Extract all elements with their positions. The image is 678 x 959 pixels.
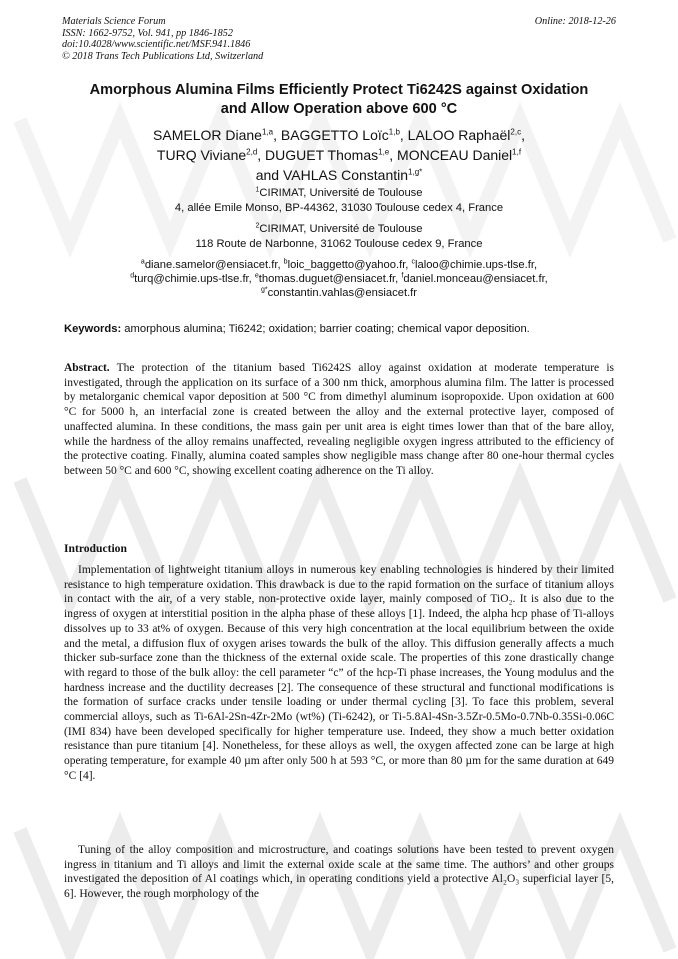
author-name: , MONCEAU Daniel: [389, 147, 513, 163]
affiliation-sup: 1: [255, 186, 260, 194]
author-affil-sup: 2,d: [246, 147, 258, 157]
keywords-text: amorphous alumina; Ti6242; oxidation; barrier coating; chemical vapor deposition.: [121, 323, 530, 335]
author-name: TURQ Viviane: [156, 147, 247, 163]
title-line-2: and Allow Operation above 600 °C: [220, 101, 458, 117]
author-name: , DUGUET Thomas: [257, 147, 379, 163]
author-affil-sup: 1,g*: [408, 167, 423, 177]
email-link[interactable]: laloo@chimie.ups-tlse.fr,: [415, 259, 538, 271]
online-date: Online: 2018-12-26: [534, 16, 616, 27]
email-link[interactable]: diane.samelor@ensiacet.fr,: [144, 259, 284, 271]
author-line-2: [60, 145, 618, 165]
title-line-1: Amorphous Alumina Films Efficiently Protect Ti6242S against Oxidation: [89, 82, 589, 98]
journal-copyright: © 2018 Trans Tech Publications Ltd, Switzerland: [62, 50, 264, 62]
keywords-label: Keywords:: [64, 323, 122, 335]
author-affil-sup: 2,c: [510, 127, 522, 137]
author-line-1: SAMELOR Diane$^{1,a}$, BAGGETTO Loïc$^{1,b}$, LALOO Raphaël$^{2,c}$,: [153, 127, 525, 143]
affiliation-name: CIRIMAT, Université de Toulouse: [259, 187, 423, 199]
journal-name: Materials Science Forum: [62, 16, 166, 27]
email-link[interactable]: daniel.monceau@ensiacet.fr,: [403, 273, 548, 285]
author-list: [60, 125, 618, 185]
abstract-label: Abstract.: [64, 362, 110, 374]
author-name: and VAHLAS Constantin: [255, 167, 409, 183]
email-link[interactable]: constantin.vahlas@ensiacet.fr: [267, 287, 418, 299]
email-list: $^a$diane.samelor@ensiacet.fr, $^b$loic_baggetto@yahoo.fr, $^c$laloo@chimie.ups-tlse.fr, $^d$turq@chimie.ups-tlse.fr, $^e$thomas.duguet@ensiacet.fr, $^f$daniel.monceau@ensiacet.fr, $^{g*}$constantin.vahlas@ensiacet.fr: [130, 258, 548, 299]
journal-doi: doi:10.4028/www.scientific.net/MSF.941.1846: [62, 39, 251, 50]
section-heading-introduction: Introduction: [64, 542, 127, 555]
author-name: SAMELOR Diane: [153, 127, 262, 143]
author-name: , BAGGETTO Loïc: [273, 127, 389, 143]
abstract-text: The protection of the titanium based Ti6242S alloy against oxidation at moderate temperature is investigated, through the application on its surface of a 300 nm thick, amorphous alumina film. The latter is processed by metalorganic chemical vapor deposition at 500 °C from dimethyl aluminum isopropoxide. Upon oxidation at 600 °C for 5000 h, an interfacial zone is created between the alloy and the external protective layer, composed of unaffected alumina. In these conditions, the mass gain per unit area is eight times lower than that of the bare alloy, while the hardness of the alloy remains unaffected, revealing negligible oxygen ingress attributed to the efficiency of the protective coating. Finally, alumina coated samples show negligible mass change after 80 one-hour thermal cycles between 50 °C and 600 °C, showing excellent coating adherence on the Ti alloy.: [64, 362, 614, 477]
affiliation-2: [60, 222, 618, 252]
affiliation-name: CIRIMAT, Université de Toulouse: [259, 223, 423, 235]
author-name: , LALOO Raphaël: [399, 127, 511, 143]
email-link[interactable]: turq@chimie.ups-tlse.fr,: [134, 273, 255, 285]
author-line-3: [60, 165, 618, 185]
email-link[interactable]: thomas.duguet@ensiacet.fr,: [258, 273, 402, 285]
author-affil-sup: 1,e: [378, 147, 390, 157]
intro-paragraph-2: Tuning of the alloy composition and microstructure, and coatings solutions have been tested to prevent oxygen ingress in titanium and Ti alloys and limit the external oxide scale at the same time. The authors’ and other groups investigated the deposition of Al coatings which, in operating conditions yield a protective Al₂O₃ superficial layer [5, 6]. However, the rough morphology of the: [64, 844, 614, 901]
keywords: [64, 322, 616, 336]
email-link[interactable]: loic_baggetto@yahoo.fr,: [287, 259, 412, 271]
author-affil-sup: 1,a: [261, 127, 274, 137]
author-affil-sup: 1,f: [512, 147, 522, 157]
journal-issn: ISSN: 1662-9752, Vol. 941, pp 1846-1852: [62, 27, 233, 39]
abstract: [64, 361, 614, 479]
intro-paragraph-1: Implementation of lightweight titanium alloys in numerous key enabling technologies is hindered by their limited resistance to high temperature oxidation. This drawback is due to the rapid formation on the surface of titanium alloys in contact with the air, of a very stable, non-protective oxide layer, mainly composed of TiO₂. It is also due to the ingress of oxygen at interstitial position in the alpha phase of these alloys [1]. Indeed, the alpha hcp phase of Ti-alloys dissolves up to 33 at% of oxygen. Because of this very high concentration at the local equilibrium between the oxide and the metal, a diffusion flux of oxygen arises towards the bulk of the alloy. This diffusion generally affects a much thicker sub-surface zone than the thickness of the external oxide scale. The properties of this zone drastically change with regard to those of the bulk alloy: the cell parameter “c” of the hcp-Ti phase increases, the Young modulus and the hardness increase and the ductility decreases [2]. The consequence of these structural and functional modifications is the formation of surface cracks under tensile loading or under thermal cycling [3]. To face this problem, several commercial alloys, such as Ti-6Al-2Sn-4Zr-2Mo (wt%) (Ti-6242), or Ti-5.8Al-4Sn-3.5Zr-0.5Mo-0.7Nb-0.35Si-0.06C (IMI 834) have been developed specifically for higher temperature use. Indeed, they show a much better oxidation resistance than pure titanium [4]. Nonetheless, for these alloys as well, the oxygen affected zone can be large at high operating temperature, for example 40 µm after only 500 h at 593 °C, or more than 80 µm for the same duration at 649 °C [4].: [64, 564, 614, 782]
author-affil-sup: 1,b: [388, 127, 400, 137]
journal-header: [62, 16, 263, 62]
affiliation-sup: 2: [255, 222, 260, 230]
affiliation-address: 4, allée Emile Monso, BP-44362, 31030 Toulouse cedex 4, France: [174, 202, 504, 214]
paper-title: [50, 81, 628, 119]
affiliation-address: 118 Route de Narbonne, 31062 Toulouse cedex 9, France: [195, 238, 483, 250]
affiliation-1: [60, 186, 618, 216]
